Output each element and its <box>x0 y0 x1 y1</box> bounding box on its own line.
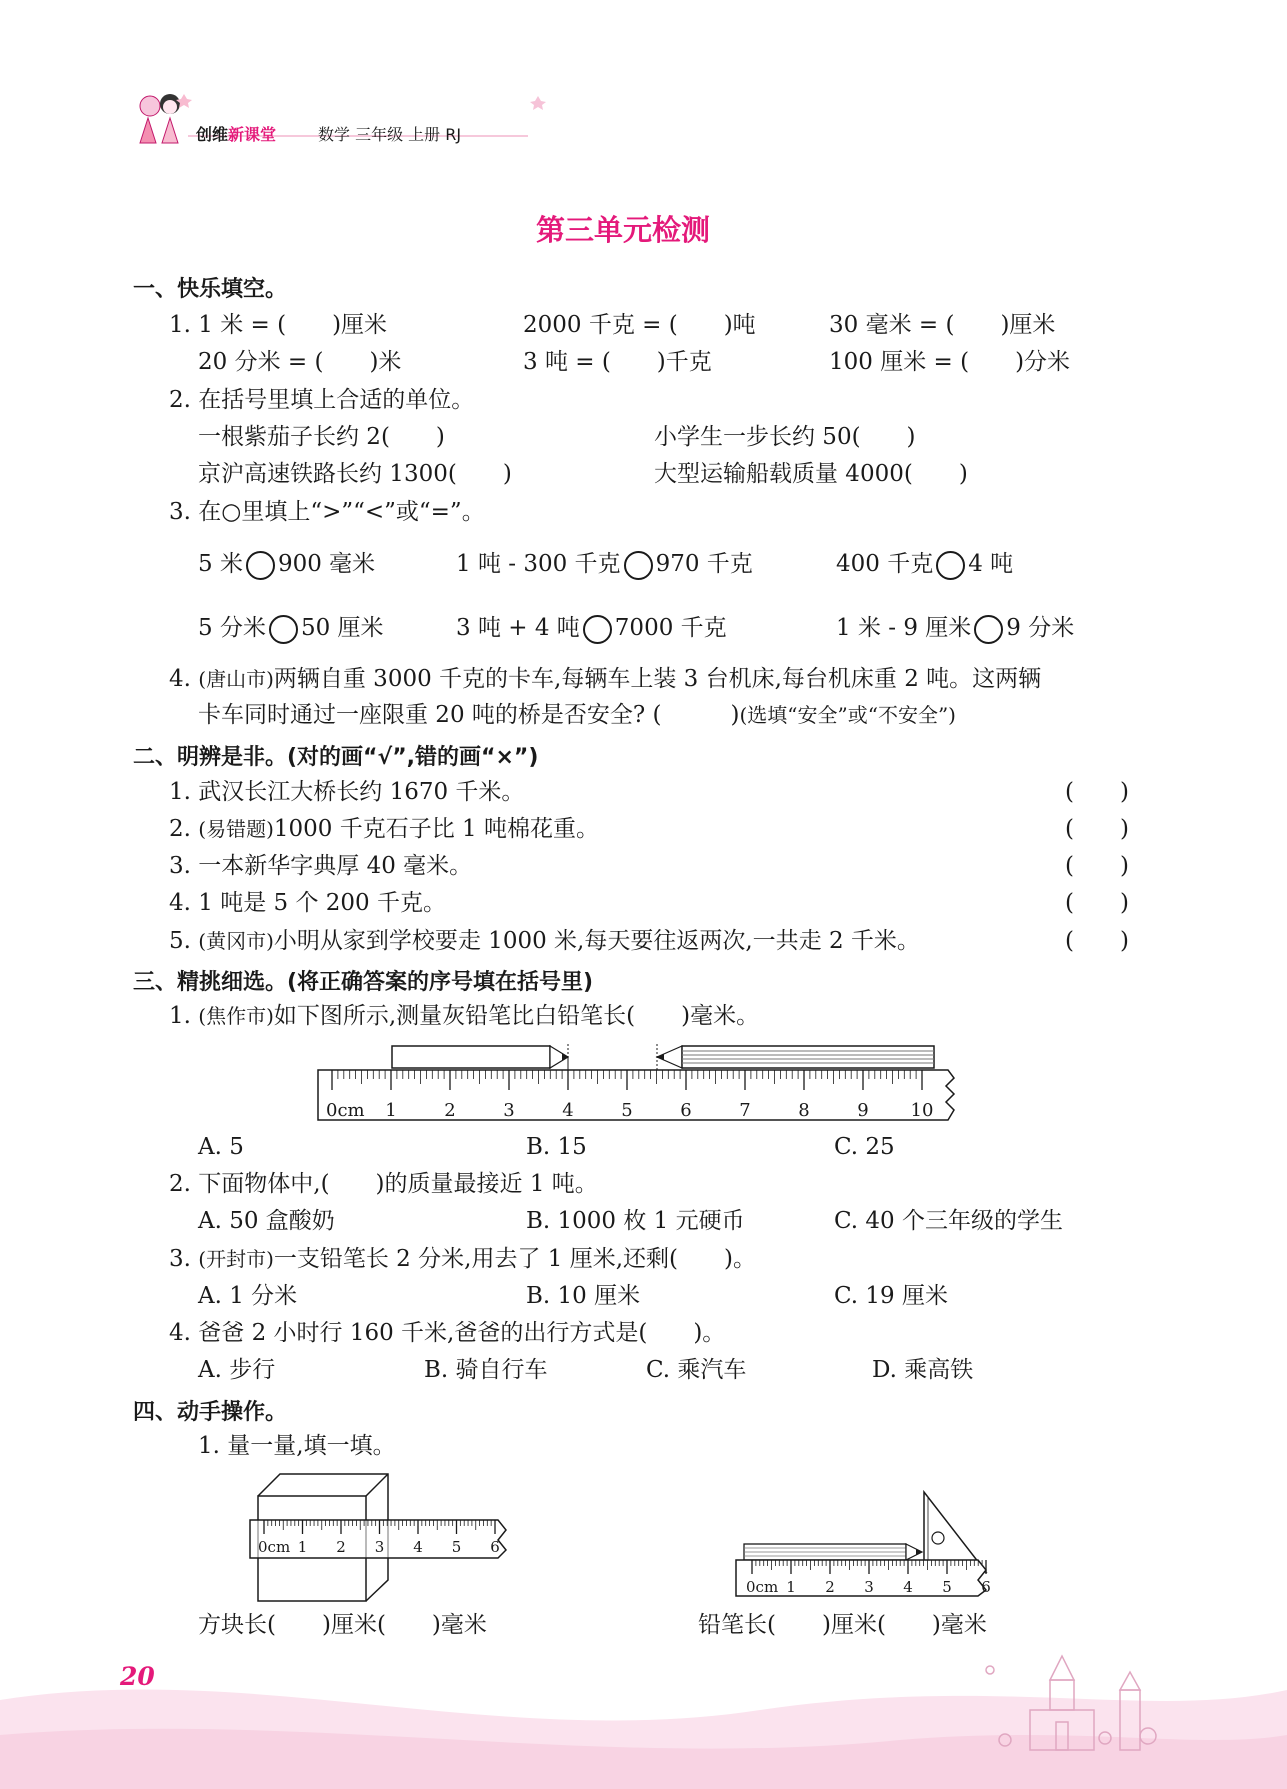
ruler-label: 0cm <box>746 1578 779 1596</box>
s3q1-text <box>169 1001 759 1031</box>
s3q2-option-a[interactable]: A. 50 盒酸奶 <box>198 1208 335 1234</box>
compare-right: 9 分米 <box>1006 615 1075 641</box>
s3q1-option-a[interactable]: A. 5 <box>198 1134 244 1160</box>
s1q2-d: 大型运输船载质量 4000( ) <box>654 461 968 487</box>
compare-left: 5 米 <box>198 551 243 577</box>
header-brand-a: 创维 <box>196 125 229 144</box>
section2-heading: 二、明辨是非。(对的画“√”,错的画“×”) <box>133 745 539 770</box>
ruler-label: 4 <box>903 1578 913 1596</box>
header-banner <box>128 88 548 148</box>
judge-item <box>169 888 446 918</box>
judge-source: (黄冈市) <box>198 929 274 953</box>
s4q1-prompt: 1. 量一量,填一填。 <box>198 1433 396 1459</box>
judge-text: 1000 千克石子比 1 吨棉花重。 <box>273 816 599 842</box>
s3q4-text: 4. 爸爸 2 小时行 160 千米,爸爸的出行方式是( )。 <box>169 1320 726 1346</box>
ruler-label: 5 <box>621 1100 633 1121</box>
ruler-label: 6 <box>981 1578 991 1596</box>
section3-heading: 三、精挑细选。(将正确答案的序号填在括号里) <box>133 970 594 995</box>
ruler-label: 7 <box>739 1100 751 1121</box>
section1-heading: 一、快乐填空。 <box>133 277 288 302</box>
s3q3-body: 一支铅笔长 2 分米,用去了 1 厘米,还剩( )。 <box>273 1246 756 1272</box>
judge-answer-blank[interactable]: ( ) <box>1065 779 1129 805</box>
s3q3-num: 3. <box>169 1246 199 1272</box>
compare-circle[interactable] <box>246 551 275 580</box>
judge-answer-blank[interactable]: ( ) <box>1065 853 1129 879</box>
ruler-label: 1 <box>297 1538 308 1556</box>
s1q2-b: 小学生一步长约 50( ) <box>654 424 916 450</box>
s1q1-r2c2: 3 吨 = ( )千克 <box>523 349 712 375</box>
s1q4-source: (唐山市) <box>198 667 274 691</box>
compare-left: 3 吨 + 4 吨 <box>456 615 580 641</box>
compare-circle[interactable] <box>583 615 612 644</box>
judge-num: 5. <box>169 928 199 954</box>
s1q2-prompt: 2. 在括号里填上合适的单位。 <box>169 387 475 413</box>
compare-left: 5 分米 <box>198 615 266 641</box>
grey-pencil <box>657 1044 934 1070</box>
s3q3-option-b[interactable]: B. 10 厘米 <box>526 1283 641 1309</box>
header-brand <box>196 122 276 145</box>
s1q4-num: 4. <box>169 666 199 692</box>
page-title: 第三单元检测 <box>536 213 711 247</box>
judge-num: 2. <box>169 816 199 842</box>
pencil <box>744 1544 922 1560</box>
ruler-label: 2 <box>444 1100 456 1121</box>
section4-heading: 四、动手操作。 <box>133 1400 288 1425</box>
s3q3-option-a[interactable]: A. 1 分米 <box>198 1283 298 1309</box>
s1q4-line1 <box>169 664 1041 694</box>
s1q4-line2 <box>198 700 956 730</box>
s1q1-r1c1: 1. 1 米 = ( )厘米 <box>169 312 388 338</box>
white-pencil <box>392 1044 568 1070</box>
ruler-label: 3 <box>503 1100 515 1121</box>
s3q1-num: 1. <box>169 1003 199 1029</box>
s3q2-option-c[interactable]: C. 40 个三年级的学生 <box>834 1208 1063 1234</box>
s3q1-body: 如下图所示,测量灰铅笔比白铅笔长( )毫米。 <box>273 1003 760 1029</box>
page-number: 20 <box>120 1662 155 1691</box>
ruler-label: 9 <box>857 1100 869 1121</box>
judge-item <box>169 777 524 807</box>
compare-circle[interactable] <box>936 551 965 580</box>
s1q1-r1c2: 2000 千克 = ( )吨 <box>523 312 756 338</box>
judge-num: 1. <box>169 779 199 805</box>
s1q1-r2c3: 100 厘米 = ( )分米 <box>829 349 1071 375</box>
judge-text: 一本新华字典厚 40 毫米。 <box>198 853 473 879</box>
compare-left: 1 吨 - 300 千克 <box>456 551 621 577</box>
compare-left: 1 米 - 9 厘米 <box>836 615 972 641</box>
judge-text: 小明从家到学校要走 1000 米,每天要往返两次,一共走 2 千米。 <box>273 928 920 954</box>
ruler-label: 3 <box>374 1538 385 1556</box>
ruler-label: 2 <box>825 1578 835 1596</box>
judge-answer-blank[interactable]: ( ) <box>1065 890 1129 916</box>
ruler-label: 0cm <box>258 1538 291 1556</box>
ruler-label: 5 <box>942 1578 952 1596</box>
compare-right: 50 厘米 <box>300 615 384 641</box>
ruler-label: 1 <box>385 1100 397 1121</box>
s3q4-option-a[interactable]: A. 步行 <box>198 1357 276 1383</box>
s3q1-source: (焦作市) <box>198 1004 274 1028</box>
judge-item <box>169 814 599 844</box>
compare-right: 4 吨 <box>968 551 1014 577</box>
s3q4-option-c[interactable]: C. 乘汽车 <box>646 1357 747 1383</box>
compare-right: 7000 千克 <box>614 615 727 641</box>
ruler-label: 6 <box>490 1538 500 1556</box>
s1q4-text2: 卡车同时通过一座限重 20 吨的桥是否安全? ( ) <box>198 702 740 728</box>
compare-item <box>836 613 1074 644</box>
pencil-square-figure <box>728 1490 998 1600</box>
s3q1-option-b[interactable]: B. 15 <box>526 1134 587 1160</box>
ruler-label: 8 <box>798 1100 810 1121</box>
s1q2-c: 京沪高速铁路长约 1300( ) <box>198 461 512 487</box>
s1q1-r1c3: 30 毫米 = ( )厘米 <box>829 312 1056 338</box>
compare-circle[interactable] <box>974 615 1003 644</box>
pencil-answer[interactable]: 铅笔长( )厘米( )毫米 <box>698 1612 987 1638</box>
header-brand-b: 新课堂 <box>228 125 277 144</box>
s1q4-text: 两辆自重 3000 千克的卡车,每辆车上装 3 台机床,每台机床重 2 吨。这两辆 <box>273 666 1042 692</box>
pencil-ruler-figure <box>310 1038 960 1128</box>
s3q1-option-c[interactable]: C. 25 <box>834 1134 895 1160</box>
castle-icon <box>970 1650 1170 1760</box>
s3q3-option-c[interactable]: C. 19 厘米 <box>834 1283 948 1309</box>
s3q3-text <box>169 1244 756 1274</box>
ruler-label: 6 <box>680 1100 692 1121</box>
s3q2-text: 2. 下面物体中,( )的质量最接近 1 吨。 <box>169 1171 598 1197</box>
cube-ruler-figure <box>240 1470 510 1605</box>
compare-right: 970 千克 <box>655 551 753 577</box>
s1q3-prompt: 3. 在○里填上“>”“<”或“=”。 <box>169 499 485 525</box>
ruler-label: 0cm <box>326 1100 365 1121</box>
header-subject: 数学 三年级 上册 RJ <box>318 125 462 144</box>
judge-answer-blank[interactable]: ( ) <box>1065 928 1129 954</box>
ruler-label: 4 <box>562 1100 574 1121</box>
s1q4-hint: (选填“安全”或“不安全”) <box>739 703 956 727</box>
compare-item <box>836 549 1013 580</box>
judge-num: 4. <box>169 890 199 916</box>
ruler-label: 1 <box>786 1578 796 1596</box>
judge-source: (易错题) <box>198 817 274 841</box>
s3q4-option-d[interactable]: D. 乘高铁 <box>872 1357 974 1383</box>
judge-item <box>169 926 920 956</box>
ruler-label: 3 <box>864 1578 874 1596</box>
ruler-label: 4 <box>413 1538 423 1556</box>
judge-num: 3. <box>169 853 199 879</box>
compare-item <box>198 549 375 580</box>
judge-text: 1 吨是 5 个 200 千克。 <box>198 890 446 916</box>
judge-text: 武汉长江大桥长约 1670 千米。 <box>198 779 525 805</box>
compare-left: 400 千克 <box>836 551 934 577</box>
compare-item <box>198 613 384 644</box>
compare-item <box>456 613 727 644</box>
judge-answer-blank[interactable]: ( ) <box>1065 816 1129 842</box>
compare-item <box>456 549 753 580</box>
cube-answer[interactable]: 方块长( )厘米( )毫米 <box>198 1612 487 1638</box>
compare-circle[interactable] <box>624 551 653 580</box>
judge-item <box>169 851 472 881</box>
s1q2-a: 一根紫茄子长约 2( ) <box>198 424 445 450</box>
compare-right: 900 毫米 <box>277 551 376 577</box>
s3q2-option-b[interactable]: B. 1000 枚 1 元硬币 <box>526 1208 745 1234</box>
compare-circle[interactable] <box>269 615 298 644</box>
ruler-label: 2 <box>336 1538 346 1556</box>
ruler-label: 10 <box>910 1100 934 1121</box>
s1q1-r2c1: 20 分米 = ( )米 <box>198 349 402 375</box>
ruler-label: 5 <box>451 1538 462 1556</box>
s3q3-source: (开封市) <box>198 1247 274 1271</box>
s3q4-option-b[interactable]: B. 骑自行车 <box>424 1357 548 1383</box>
